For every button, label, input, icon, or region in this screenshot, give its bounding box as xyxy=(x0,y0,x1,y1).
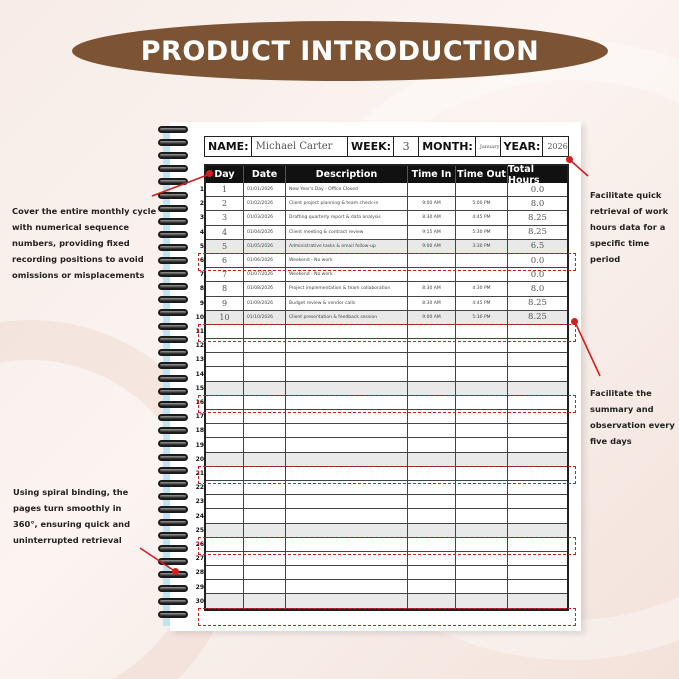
cell-date[interactable]: 01/01/2026 xyxy=(244,183,286,196)
cell-total-hours[interactable]: 8.25 xyxy=(528,212,547,223)
row-number: 7 xyxy=(199,271,204,279)
cell-description[interactable]: Client project planning & team check-in xyxy=(286,197,408,210)
note-spiral-binding: Using spiral binding, the pages turn smoothly in 360°, ensuring quick and uninterrupted retrieval xyxy=(13,487,131,545)
year-value: 2026 xyxy=(542,137,568,156)
cell-time-out[interactable]: 5:30 PM xyxy=(456,226,508,239)
row-number: 17 xyxy=(195,413,204,421)
cell-date[interactable]: 01/03/2026 xyxy=(244,211,286,224)
row-number: 29 xyxy=(195,583,204,591)
cell-day[interactable]: 4 xyxy=(206,226,244,239)
cell-date[interactable]: 01/10/2026 xyxy=(244,311,286,324)
row-number: 14 xyxy=(195,370,204,378)
name-label: NAME: xyxy=(208,140,249,153)
cell-time-out[interactable]: 4:45 PM xyxy=(456,297,508,310)
cell-day[interactable]: 6 xyxy=(206,254,244,267)
cell-time-in[interactable]: 8:30 AM xyxy=(408,297,456,310)
cell-date[interactable]: 01/04/2026 xyxy=(244,226,286,239)
row-number: 10 xyxy=(195,313,204,321)
cell-time-in[interactable]: 9:15 AM xyxy=(408,226,456,239)
cell-description[interactable]: Client presentation & feedback session xyxy=(286,311,408,324)
cell-time-in[interactable]: 8:30 AM xyxy=(408,211,456,224)
cell-day[interactable]: 10 xyxy=(206,311,244,324)
cell-description[interactable]: Weekend - No work xyxy=(286,268,408,281)
row-number: 15 xyxy=(195,384,204,392)
month-label: MONTH: xyxy=(422,140,473,153)
cell-date[interactable]: 01/08/2026 xyxy=(244,282,286,295)
cell-total-hours[interactable]: 0.0 xyxy=(530,269,545,280)
row-number: 6 xyxy=(199,257,204,264)
row-number: 13 xyxy=(195,356,204,364)
row-number: 3 xyxy=(199,214,204,222)
cell-total-hours[interactable]: 8.0 xyxy=(530,198,545,209)
cell-day[interactable]: 7 xyxy=(206,268,244,281)
cell-description[interactable]: Drafting quarterly report & data analysis xyxy=(286,211,408,224)
row-number: 9 xyxy=(199,299,204,307)
callout-dot-icon xyxy=(172,568,179,575)
banner-title: PRODUCT INTRODUCTION xyxy=(140,35,540,67)
row-number: 8 xyxy=(199,285,204,293)
cell-time-out[interactable]: 4:30 PM xyxy=(456,282,508,295)
name-value: Michael Carter xyxy=(251,137,348,156)
note-quick-retrieval: Facilitate quick retrieval of work hours data for a specific time period xyxy=(590,190,669,264)
cell-day[interactable]: 5 xyxy=(206,240,244,253)
row-number: 27 xyxy=(195,555,204,563)
cell-total-hours[interactable]: 8.25 xyxy=(528,298,547,309)
row-number: 2 xyxy=(199,200,204,208)
col-date: Date xyxy=(244,166,286,183)
row-number: 28 xyxy=(195,569,204,577)
col-time-out: Time Out xyxy=(456,166,508,183)
row-number: 22 xyxy=(195,484,204,492)
week-label: WEEK: xyxy=(350,140,392,153)
cell-day[interactable]: 2 xyxy=(206,197,244,210)
row-number: 16 xyxy=(195,399,204,406)
row-number: 24 xyxy=(195,512,204,520)
row-number: 20 xyxy=(195,455,204,463)
cell-description[interactable]: Weekend - No work xyxy=(286,254,408,267)
cell-date[interactable]: 01/02/2026 xyxy=(244,197,286,210)
callout-dot-icon xyxy=(571,318,578,325)
cell-total-hours[interactable]: 0.0 xyxy=(530,255,545,266)
cell-description[interactable]: Budget review & vendor calls xyxy=(286,297,408,310)
cell-time-in[interactable]: 9:00 AM xyxy=(408,197,456,210)
cell-total-hours[interactable]: 8.25 xyxy=(528,312,547,323)
col-day: Day xyxy=(206,166,244,183)
row-number: 12 xyxy=(195,342,204,350)
callout-dot-icon xyxy=(566,156,573,163)
cell-time-out[interactable]: 4:45 PM xyxy=(456,211,508,224)
month-value: January xyxy=(475,137,501,156)
row-number: 18 xyxy=(195,427,204,435)
cell-date[interactable]: 01/06/2026 xyxy=(244,254,286,267)
cell-description[interactable]: Client meeting & contract review xyxy=(286,226,408,239)
cell-time-in[interactable]: 8:30 AM xyxy=(408,282,456,295)
col-time-in: Time In xyxy=(408,166,456,183)
row-number: 1 xyxy=(199,186,204,193)
col-total-hours: Total Hours xyxy=(508,163,540,186)
cell-total-hours[interactable]: 8.25 xyxy=(528,227,547,238)
cell-description[interactable]: Administrative tasks & email follow-up xyxy=(286,240,408,253)
cell-total-hours[interactable]: 8.0 xyxy=(530,283,545,294)
cell-time-out[interactable]: 5:00 PM xyxy=(456,197,508,210)
row-number: 4 xyxy=(199,228,204,236)
cell-date[interactable]: 01/09/2026 xyxy=(244,297,286,310)
cell-date[interactable]: 01/07/2026 xyxy=(244,268,286,281)
row-number: 23 xyxy=(195,498,204,506)
row-number: 5 xyxy=(199,242,204,250)
cell-description[interactable]: New Year's Day - Office Closed xyxy=(286,183,408,196)
row-number: 25 xyxy=(195,526,204,534)
cell-day[interactable]: 3 xyxy=(206,211,244,224)
row-number: 11 xyxy=(195,328,204,335)
cell-date[interactable]: 01/05/2026 xyxy=(244,240,286,253)
cell-day[interactable]: 9 xyxy=(206,297,244,310)
row-number: 19 xyxy=(195,441,204,449)
cell-time-out[interactable]: 3:30 PM xyxy=(456,240,508,253)
cell-day[interactable]: 8 xyxy=(206,282,244,295)
row-number: 21 xyxy=(195,470,204,477)
callout-dot-icon xyxy=(206,170,213,177)
cell-time-in[interactable]: 9:00 AM xyxy=(408,311,456,324)
cell-description[interactable]: Project implementation & team collaboration xyxy=(286,282,408,295)
cell-total-hours[interactable]: 0.0 xyxy=(530,184,545,195)
week-value: 3 xyxy=(393,137,419,156)
cell-total-hours[interactable]: 6.5 xyxy=(530,241,545,252)
col-description: Description xyxy=(286,166,408,183)
cell-time-in[interactable]: 9:00 AM xyxy=(408,240,456,253)
year-label: YEAR: xyxy=(503,140,541,153)
row-number: 30 xyxy=(195,597,204,605)
row-number: 26 xyxy=(195,541,204,548)
cell-day[interactable]: 1 xyxy=(206,183,244,196)
note-sequence-numbers: Cover the entire monthly cycle with numerical sequence numbers, providing fixed recording positions to avoid omissions or misplacements xyxy=(12,206,157,280)
note-five-day-summary: Facilitate the summary and observation every five days xyxy=(590,388,675,446)
cell-time-out[interactable]: 5:30 PM xyxy=(456,311,508,324)
